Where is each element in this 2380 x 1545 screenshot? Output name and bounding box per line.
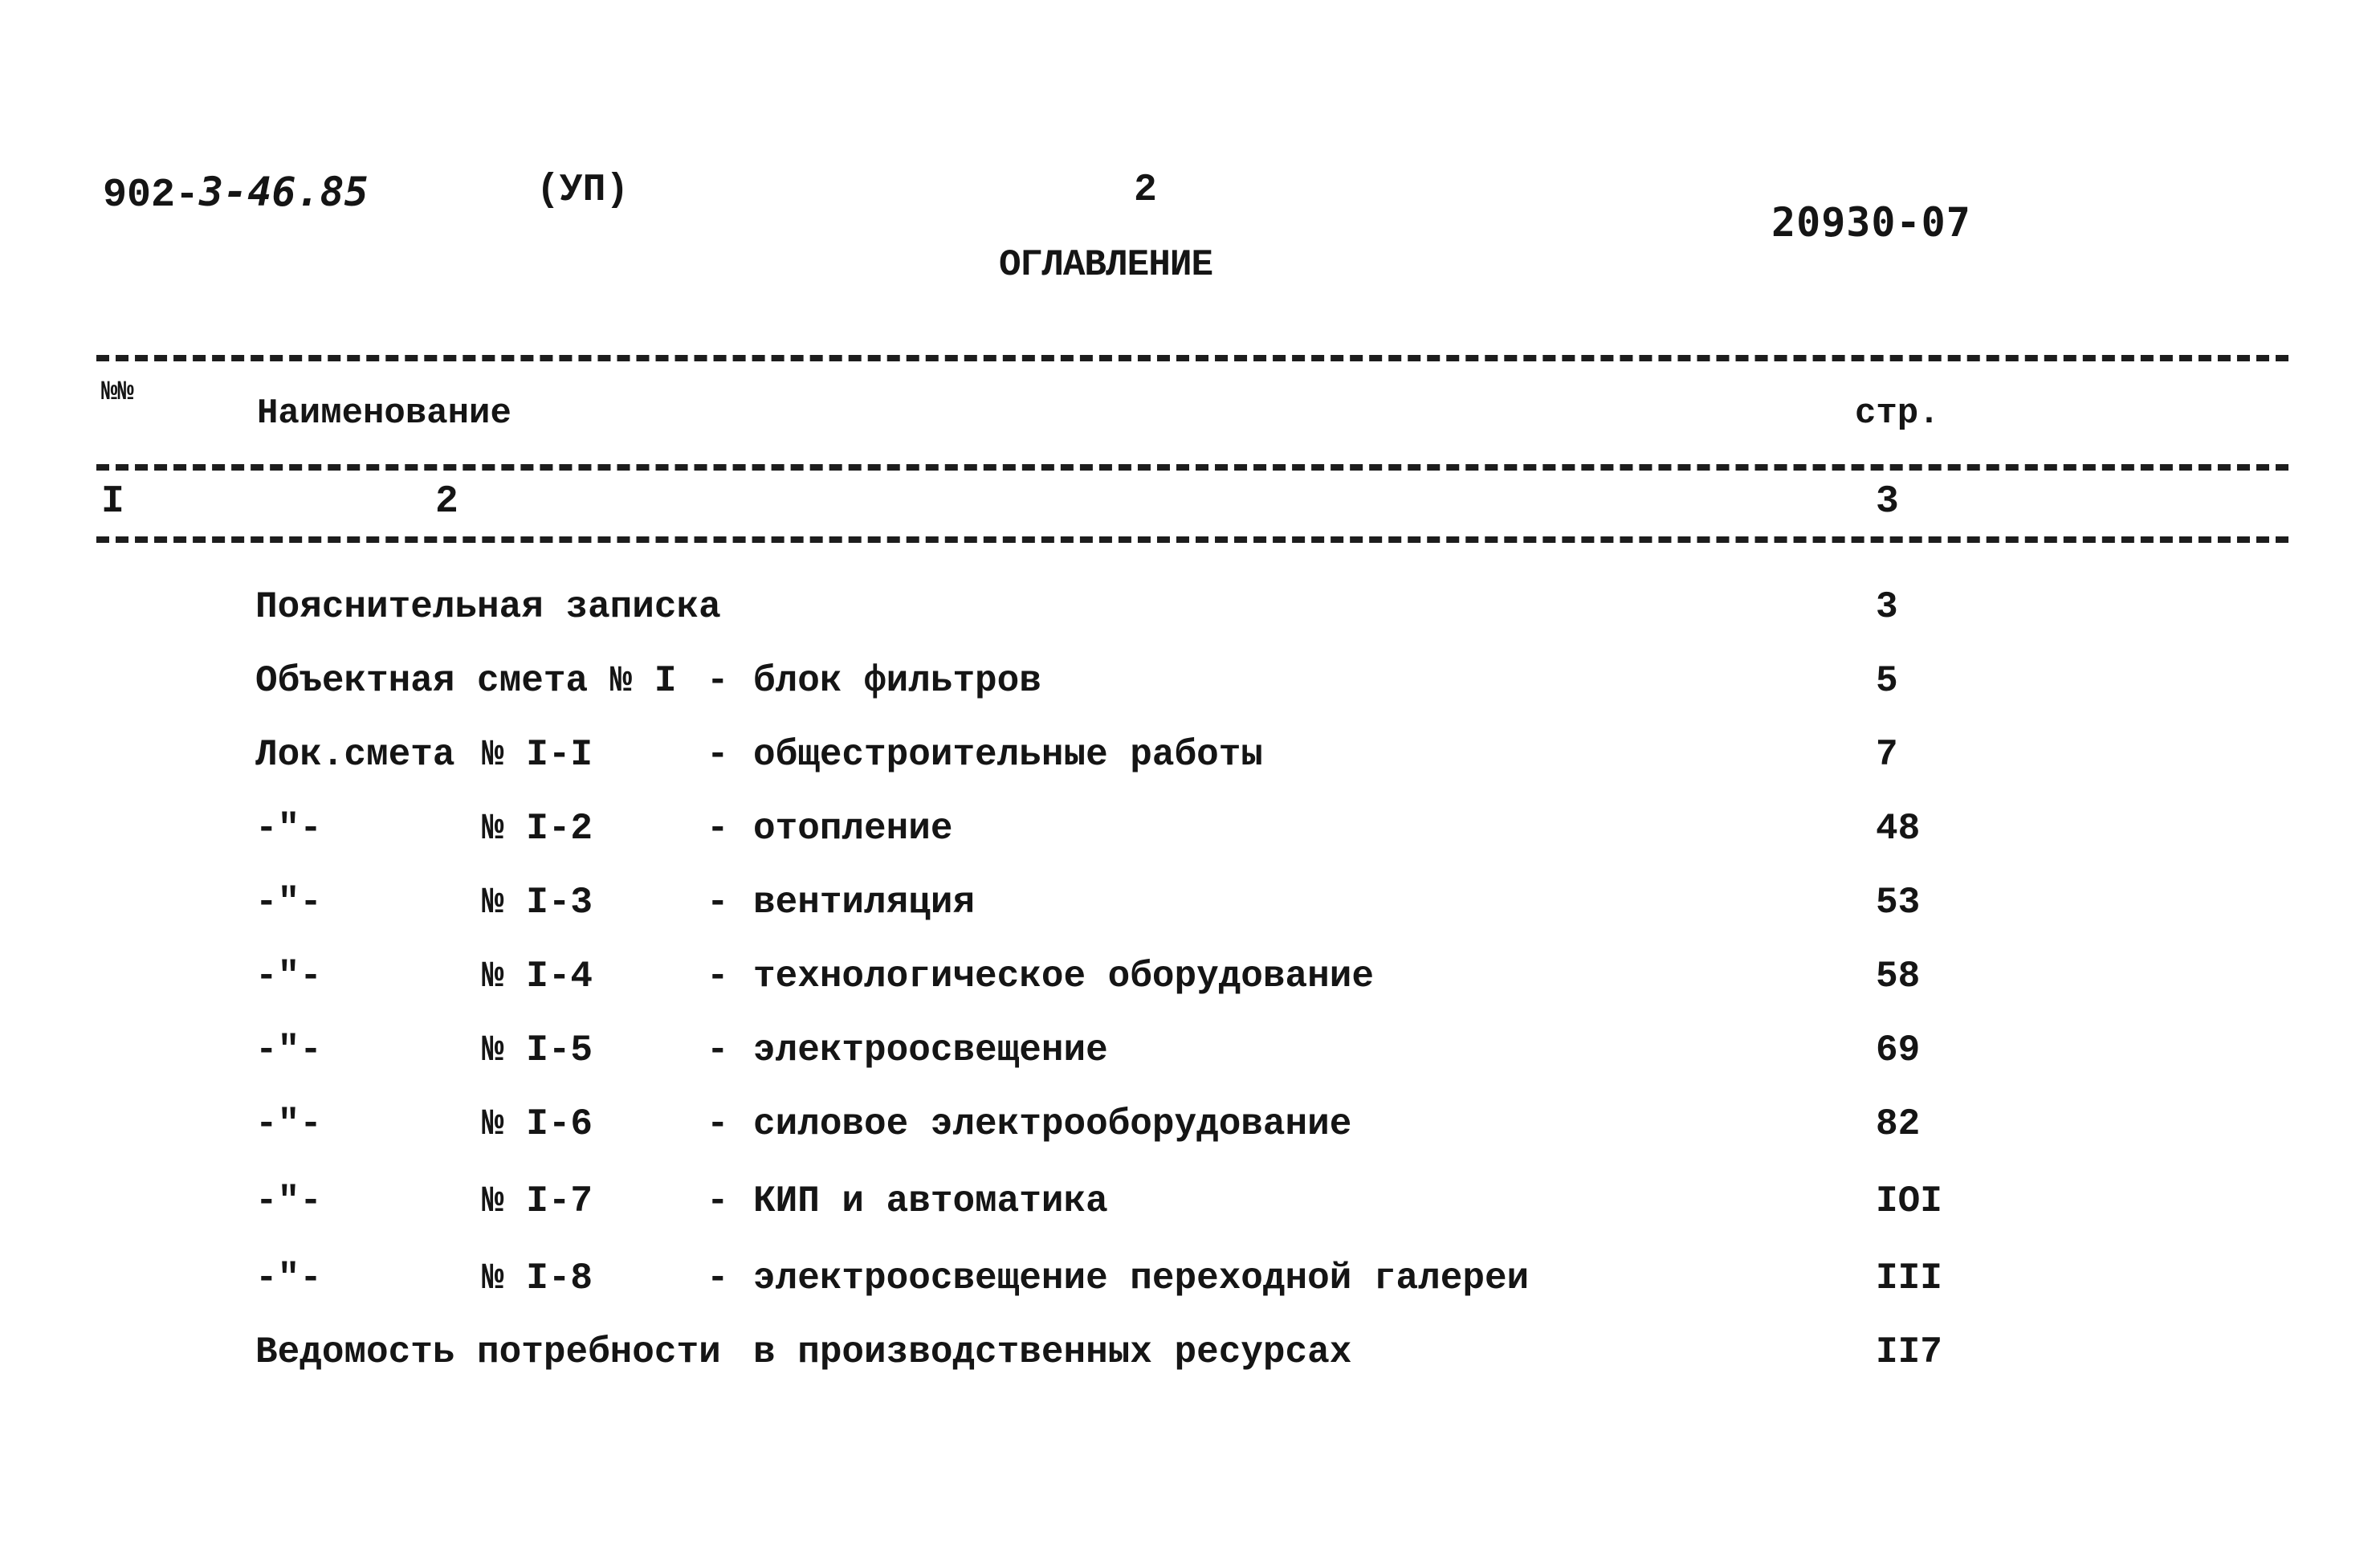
toc-row	[0, 586, 2380, 660]
row-page: 48	[1876, 808, 1921, 850]
row-page: IOI	[1876, 1180, 1942, 1222]
row-dash: -	[707, 1180, 729, 1222]
row-name: -"-	[255, 882, 322, 923]
row-description: технологическое оборудование	[753, 956, 1374, 997]
row-dash: -	[707, 660, 729, 702]
row-description: блок фильтров	[753, 660, 1041, 702]
table-top-rule	[96, 355, 2288, 361]
row-description: электроосвещение	[753, 1029, 1108, 1071]
row-dash: -	[707, 882, 729, 923]
document-designation	[103, 169, 369, 218]
column-number-3: 3	[1876, 480, 1899, 524]
row-description: КИП и автоматика	[753, 1180, 1108, 1222]
row-page: 53	[1876, 882, 1921, 923]
row-number: № I-4	[482, 956, 593, 997]
column-number-2: 2	[435, 480, 458, 524]
row-number: № I-2	[482, 808, 593, 850]
row-page: 82	[1876, 1103, 1921, 1145]
toc-row	[0, 882, 2380, 956]
row-name: Лок.смета	[255, 734, 455, 776]
row-page: 7	[1876, 734, 1898, 776]
toc-row	[0, 660, 2380, 734]
row-name: -"-	[255, 956, 322, 997]
row-number: № I-8	[482, 1258, 593, 1299]
row-name: -"-	[255, 1103, 322, 1145]
toc-row	[0, 1258, 2380, 1331]
row-name: Ведомость потребности	[255, 1331, 721, 1373]
row-page: 58	[1876, 956, 1921, 997]
header-name: Наименование	[257, 393, 511, 434]
row-name: -"-	[255, 1029, 322, 1071]
row-name: Пояснительная записка	[255, 586, 721, 628]
row-page: II7	[1876, 1331, 1942, 1373]
row-page: 3	[1876, 586, 1898, 628]
row-dash: -	[707, 1029, 729, 1071]
row-page: 69	[1876, 1029, 1921, 1071]
header-number: №№	[101, 377, 134, 408]
row-dash: -	[707, 1258, 729, 1299]
row-description: вентиляция	[753, 882, 976, 923]
header-page: стр.	[1855, 393, 1940, 434]
row-page: 5	[1876, 660, 1898, 702]
toc-row	[0, 1180, 2380, 1254]
row-number: № I-7	[482, 1180, 593, 1222]
row-name: -"-	[255, 1180, 322, 1222]
page-number: 2	[1134, 169, 1157, 212]
row-number: № I-5	[482, 1029, 593, 1071]
row-name: Объектная смета № I	[255, 660, 677, 702]
row-dash: -	[707, 808, 729, 850]
toc-row	[0, 734, 2380, 808]
row-description: в производственных ресурсах	[753, 1331, 1352, 1373]
row-description: общестроительные работы	[753, 734, 1263, 776]
column-number-1: I	[101, 480, 124, 524]
row-dash: -	[707, 734, 729, 776]
row-description: отопление	[753, 808, 953, 850]
toc-row	[0, 808, 2380, 882]
row-name: -"-	[255, 808, 322, 850]
row-page: III	[1876, 1258, 1942, 1299]
row-dash: -	[707, 956, 729, 997]
page-title: ОГЛАВЛЕНИЕ	[999, 244, 1213, 286]
toc-row	[0, 1331, 2380, 1405]
row-dash: -	[707, 1103, 729, 1145]
row-name: -"-	[255, 1258, 322, 1299]
row-description: электроосвещение переходной галереи	[753, 1258, 1530, 1299]
document-variant: (УП)	[536, 169, 630, 212]
table-column-rule	[96, 536, 2288, 543]
row-number: № I-6	[482, 1103, 593, 1145]
row-description: силовое электрооборудование	[753, 1103, 1352, 1145]
table-header-rule	[96, 464, 2288, 471]
toc-row	[0, 956, 2380, 1029]
designation-handwritten: 3-46.85	[199, 169, 369, 215]
designation-prefix: 902-	[103, 173, 200, 218]
row-number: № I-I	[482, 734, 593, 776]
row-number: № I-3	[482, 882, 593, 923]
toc-row	[0, 1103, 2380, 1177]
document-code: 20930-07	[1771, 199, 1971, 246]
toc-row	[0, 1029, 2380, 1103]
